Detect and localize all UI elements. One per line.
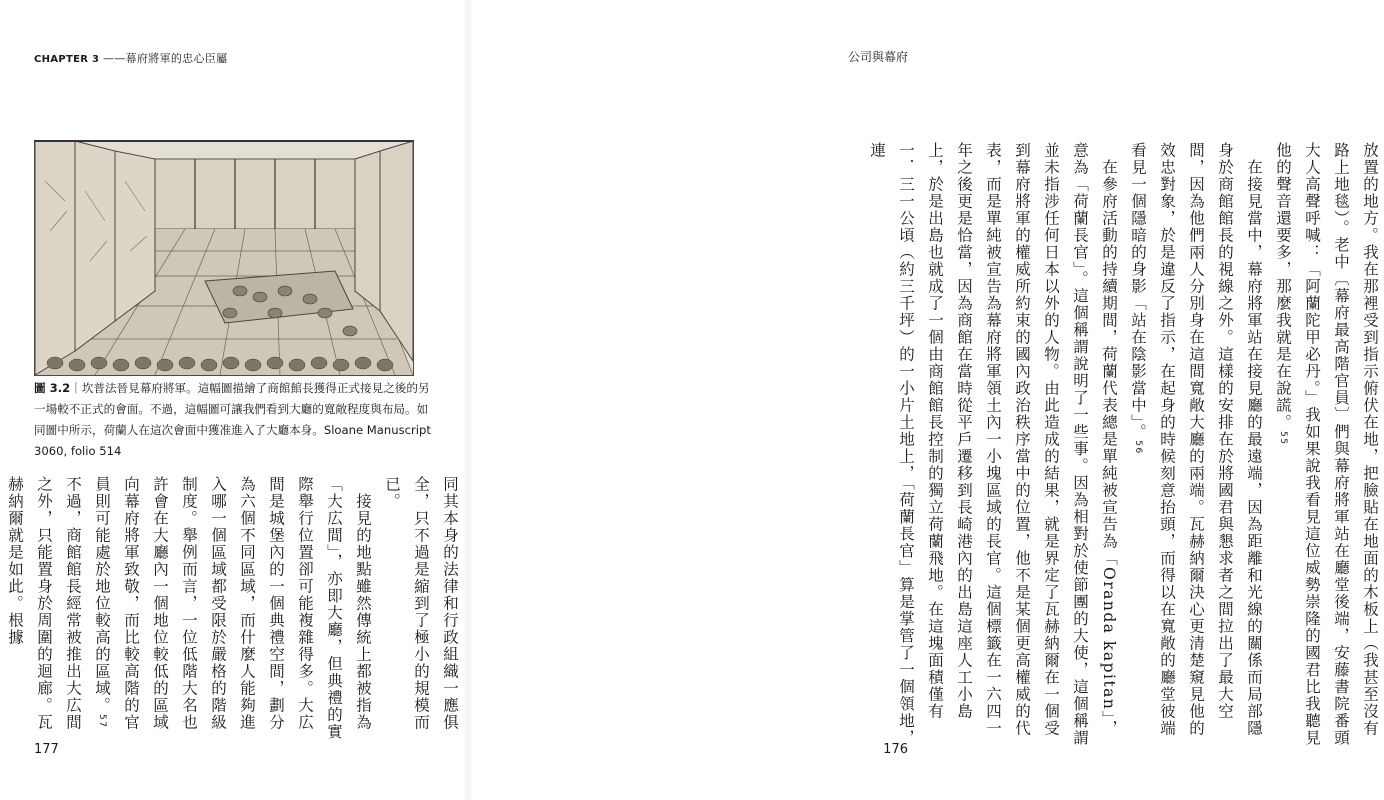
page-number-right: 176 [883, 742, 908, 757]
right-paragraph-1 [1268, 142, 1384, 750]
caption-label: 圖 3.2 [34, 381, 71, 395]
figure-caption [34, 378, 434, 462]
right-paragraph-2-text: 在接見當中，幕府將軍站在接見廳的最遠端，因為距離和光線的關係而局部隱身於商館館長的視線之外。這樣的安排在於將國君與懇求者之間拉出了最大空間，因為他們兩人分別身在這間寬敞大廳的兩端。瓦赫納爾決心更清楚窺見他的效忠對象，於是違反了指示，在起身的時候刻意抬頭，而得以在寬敞的廳堂彼端看見一個隱暗的身影「站在陰影當中」。 [1129, 142, 1263, 737]
left-paragraph-2-cont: 不過，商館館長經常被推出大広間之外，只能置身於周圍的迴廊。瓦赫納爾就是如此。根據 [6, 476, 82, 731]
left-paragraph-2 [0, 476, 377, 742]
right-paragraph-3a: 在參府活動的持續期間，荷蘭代表總是單純被宣告為「 [1100, 159, 1118, 567]
right-paragraph-2 [1123, 142, 1268, 750]
running-head-right: 公司與幕府 [847, 50, 908, 64]
page-number-left: 177 [34, 742, 59, 757]
figure-image [34, 140, 414, 376]
audience-hall-illustration [35, 141, 413, 375]
left-page [0, 0, 468, 800]
footnote-56: 56 [1133, 440, 1143, 455]
chapter-title: ——幕府將軍的忠心臣屬 [103, 52, 228, 65]
caption-text: ｜坎普法晉見幕府將軍。這幅圖描繪了商館館長獲得正式接見之後的另一場較不正式的會面。不過，這幅圖可讓我們看到大廳的寬敞程度與布局。如同圖中所示，荷蘭人在這次會面中獲准進入了大廳本身。Sloane Manuscript 3060, folio 514 [34, 381, 431, 458]
footnote-55: 55 [1278, 431, 1288, 446]
right-paragraph-3 [862, 142, 1123, 750]
footnote-57: 57 [97, 714, 107, 729]
right-paragraph-1-text: 放置的地方。我在那裡受到指示俯伏在地，把臉貼在地面的木板上（我甚至沒有路上地毯）。老中〔幕府最高階官員〕們與幕府將軍站在廳堂後端，安藤書院番頭大人高聲呼喊：「阿蘭陀甲必丹。」我如果說我看見這位威勢崇隆的國君比我聽見他的聲音還要多，那麼我就是在說謊。 [1274, 142, 1379, 747]
chapter-number: CHAPTER 3 [34, 54, 100, 65]
left-paragraph-2-text: 接見的地點雖然傳統上都被指為「大広間」，亦即大廳，但典禮的實際舉行位置卻可能複雜得多。大広間是城堡內的一個典禮空間，劃分為六個不同區域，而什麼人能夠進入哪一個區域都受限於嚴格的階級制度。舉例而言，一位低階大名也許會在大廳內一個地位較低的區域向幕府將軍致敬，而比較高階的官員則可能處於地位較高的區域。 [93, 476, 372, 741]
right-page [468, 0, 1379, 800]
right-paragraph-3b: 」，意為「荷蘭長官」。這個稱謂說明了一些事。因為相對於使節團的大使，這個稱謂並未指涉任何日本以外的人物。由此造成的結果，就是界定了瓦赫納爾在一個受到幕府將軍的權威所約束的國內政治秩序當中的位置，他不是某個更高權威的代表，而是單純被宣告為幕府將軍領土內一小塊區域的長官。這個標籤在一六四一年之後更是恰當，因為商館在當時從平戶遷移到長崎港內的出島這座人工小島上，於是出島也就成了一個由商館館長控制的獨立荷蘭飛地。在這塊面積僅有一．三一公頃（約三千坪）的一小片土地上，「荷蘭長官」算是掌管了一個領地，連 [868, 142, 1118, 747]
left-body-text [6, 476, 464, 742]
running-head-left [34, 50, 227, 66]
term-oranda-kapitan: Oranda kapitan [1100, 567, 1118, 711]
left-paragraph-1: 同其本身的法律和行政組織一應俱全，只不過是縮到了極小的規模而已。 [383, 476, 459, 731]
